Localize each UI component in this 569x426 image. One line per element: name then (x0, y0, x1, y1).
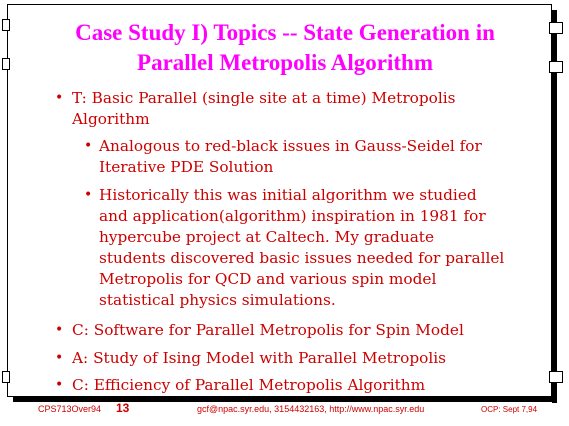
slide-title (20, 18, 550, 78)
bullet-marker: • (55, 377, 64, 393)
bullet-marker: • (55, 322, 64, 338)
bullet-text: statistical physics simulations. (99, 291, 336, 309)
frame-tab (549, 371, 563, 383)
bullet-text: Algorithm (72, 110, 150, 128)
bullet-text: hypercube project at Caltech. My graduate (99, 228, 435, 246)
bullet-text: A: Study of Ising Model with Parallel Metropolis (72, 349, 446, 367)
frame-tab (2, 371, 10, 383)
title-line-2: Parallel Metropolis Algorithm (137, 50, 433, 75)
bullet-text: Metropolis for QCD and various spin model (99, 270, 437, 288)
frame-shadow-bottom (13, 397, 557, 402)
page-number: 13 (116, 401, 130, 415)
frame-tab (2, 58, 10, 70)
frame-tab (549, 22, 563, 34)
footer-date: OCP: Sept 7,94 (481, 405, 538, 414)
bullet-text: Iterative PDE Solution (99, 158, 274, 176)
bullet-text: T: Basic Parallel (single site at a time) Metropolis (72, 89, 456, 107)
footer-contact: gcf@npac.syr.edu, 3154432163, http://www.npac.syr.edu (197, 404, 425, 414)
bullet-text: Historically this was initial algorithm we studied (99, 186, 477, 204)
bullet-text: and application(algorithm) inspiration in 1981 for (99, 207, 486, 225)
bullet-text: C: Software for Parallel Metropolis for Spin Model (72, 321, 464, 339)
bullet-text: C: Efficiency of Parallel Metropolis Algorithm (72, 376, 426, 394)
bullet-marker: • (55, 350, 64, 366)
bullet-marker: • (55, 90, 64, 106)
title-line-1: Case Study I) Topics -- State Generation in (75, 20, 495, 45)
bullet-text: students discovered basic issues needed for parallel (99, 249, 505, 267)
footer-course: CPS713Over94 (38, 404, 102, 414)
bullet-marker: • (84, 187, 93, 203)
bullet-text: Analogous to red-black issues in Gauss-Seidel for (99, 137, 482, 155)
frame-tab (2, 19, 10, 31)
frame-tab (549, 61, 563, 73)
bullet-marker: • (84, 138, 93, 154)
